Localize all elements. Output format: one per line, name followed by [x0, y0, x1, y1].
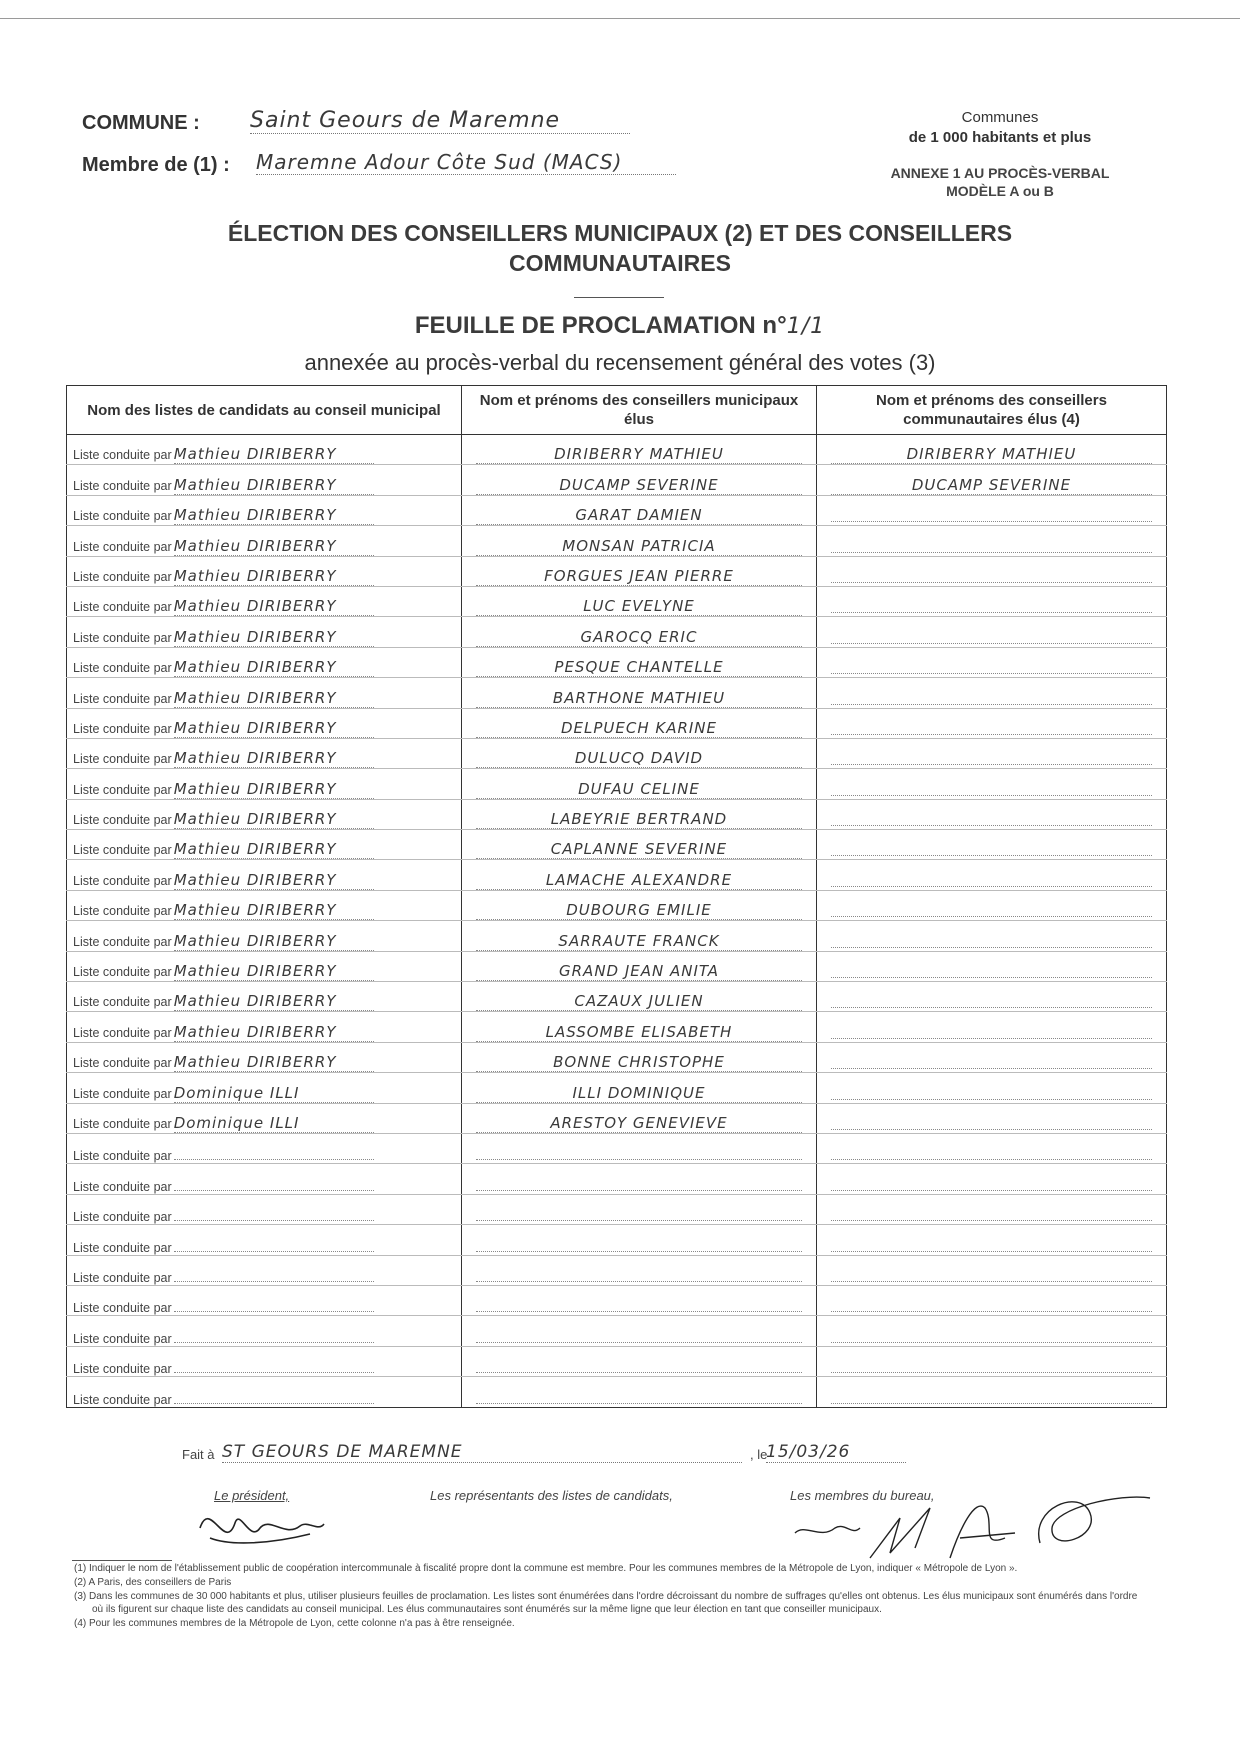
liste-leader — [174, 1220, 374, 1221]
communes-line2: de 1 000 habitants et plus — [908, 129, 1092, 146]
communautaire-cell — [817, 435, 1167, 465]
municipal-cell — [462, 708, 817, 738]
communautaire-cell — [817, 586, 1167, 616]
table-row — [67, 526, 1167, 556]
liste-conduite-label: Liste conduite par — [73, 721, 172, 736]
conseiller-municipal — [476, 1311, 802, 1312]
conseiller-municipal — [476, 1220, 802, 1221]
communautaire-cell — [817, 1316, 1167, 1346]
proclamation-table — [66, 385, 1167, 1408]
communautaire-cell — [817, 951, 1167, 981]
liste-cell — [67, 435, 462, 465]
conseiller-municipal: DIRIBERRY MATHIEU — [476, 445, 802, 464]
table-row — [67, 769, 1167, 799]
municipal-cell — [462, 678, 817, 708]
table-row — [67, 678, 1167, 708]
communautaire-cell — [817, 1012, 1167, 1042]
conseiller-communautaire — [831, 825, 1152, 826]
table-row — [67, 890, 1167, 920]
liste-conduite-label: Liste conduite par — [73, 1301, 172, 1316]
municipal-cell — [462, 1255, 817, 1285]
title-line1: ÉLECTION DES CONSEILLERS MUNICIPAUX (2) ET DES CONSEILLERS — [227, 220, 1013, 246]
liste-leader: Mathieu DIRIBERRY — [174, 719, 374, 738]
municipal-cell — [462, 1346, 817, 1376]
communes-line1: Communes — [961, 109, 1039, 126]
communautaire-cell — [817, 1255, 1167, 1285]
communautaire-cell — [817, 890, 1167, 920]
table-row — [67, 1164, 1167, 1194]
conseiller-communautaire — [831, 552, 1152, 553]
liste-leader: Mathieu DIRIBERRY — [174, 780, 374, 799]
liste-conduite-label: Liste conduite par — [73, 1331, 172, 1346]
conseiller-municipal — [476, 1372, 802, 1373]
liste-cell — [67, 830, 462, 860]
table-row — [67, 738, 1167, 768]
conseiller-communautaire — [831, 734, 1152, 735]
conseiller-municipal: SARRAUTE FRANCK — [476, 932, 802, 951]
communautaire-cell — [817, 556, 1167, 586]
subtitle: annexée au procès-verbal du recensement général des votes (3) — [304, 350, 936, 375]
conseiller-municipal: GAROCQ ERIC — [476, 628, 802, 647]
liste-leader: Mathieu DIRIBERRY — [174, 749, 374, 768]
liste-cell — [67, 1346, 462, 1376]
conseiller-municipal: LASSOMBE ELISABETH — [476, 1023, 802, 1042]
table-row — [67, 830, 1167, 860]
conseiller-communautaire — [831, 1342, 1152, 1343]
conseiller-municipal: PESQUE CHANTELLE — [476, 658, 802, 677]
liste-leader: Mathieu DIRIBERRY — [174, 871, 374, 890]
communautaire-cell — [817, 1103, 1167, 1133]
table-row — [67, 860, 1167, 890]
table-row — [67, 708, 1167, 738]
conseiller-municipal: LUC EVELYNE — [476, 597, 802, 616]
liste-leader: Mathieu DIRIBERRY — [174, 506, 374, 525]
municipal-cell — [462, 799, 817, 829]
footnote: (3) Dans les communes de 30 000 habitants et plus, utiliser plusieurs feuilles de proclamation. Les listes sont énumérées dans l'ordre décroissant du nombre de suffrages qu'elles ont obtenus. Les élus municipaux sont énumérés dans l'ordre où ils figurent sur chaque liste des candidats au conseil municipal. Les élus communautaires sont énumérés sur la même ligne que leur élection en tant que conseiller municipaux. — [74, 1591, 1138, 1615]
conseiller-communautaire — [831, 1068, 1152, 1069]
liste-leader: Mathieu DIRIBERRY — [174, 901, 374, 920]
footnotes — [74, 1562, 1144, 1631]
municipal-cell — [462, 465, 817, 495]
liste-conduite-label: Liste conduite par — [73, 1210, 172, 1225]
conseiller-communautaire — [831, 612, 1152, 613]
commune-label: COMMUNE : — [82, 112, 200, 134]
table-row — [67, 951, 1167, 981]
liste-conduite-label: Liste conduite par — [73, 630, 172, 645]
conseiller-communautaire — [831, 855, 1152, 856]
conseiller-communautaire — [831, 1251, 1152, 1252]
communautaire-cell — [817, 1285, 1167, 1315]
table-row — [67, 647, 1167, 677]
liste-conduite-label: Liste conduite par — [73, 752, 172, 767]
top-border — [0, 18, 1240, 19]
conseiller-communautaire — [831, 1403, 1152, 1404]
municipal-cell — [462, 830, 817, 860]
communautaire-cell — [817, 982, 1167, 1012]
table-body — [67, 435, 1167, 1408]
communautaire-cell — [817, 678, 1167, 708]
municipal-cell — [462, 982, 817, 1012]
conseiller-municipal: MONSAN PATRICIA — [476, 537, 802, 556]
liste-leader: Mathieu DIRIBERRY — [174, 476, 374, 495]
conseiller-municipal: LABEYRIE BERTRAND — [476, 810, 802, 829]
communautaire-cell — [817, 799, 1167, 829]
municipal-cell — [462, 1194, 817, 1224]
table-row — [67, 556, 1167, 586]
annexe-line2: MODÈLE A ou B — [946, 183, 1054, 199]
conseiller-municipal: DELPUECH KARINE — [476, 719, 802, 738]
footnote: (2) A Paris, des conseillers de Paris — [74, 1577, 232, 1588]
table-row — [67, 1316, 1167, 1346]
date-label: , le — [750, 1447, 768, 1462]
table-row — [67, 1073, 1167, 1103]
table-row — [67, 1255, 1167, 1285]
municipal-cell — [462, 1316, 817, 1346]
municipal-cell — [462, 1073, 817, 1103]
municipal-cell — [462, 617, 817, 647]
communautaire-cell — [817, 465, 1167, 495]
communautaire-cell — [817, 1042, 1167, 1072]
liste-cell — [67, 1285, 462, 1315]
municipal-cell — [462, 647, 817, 677]
liste-cell — [67, 769, 462, 799]
footnote: (4) Pour les communes membres de la Métropole de Lyon, cette colonne n'a pas à être renseignée. — [74, 1618, 515, 1629]
conseiller-communautaire — [831, 977, 1152, 978]
liste-cell — [67, 951, 462, 981]
municipal-cell — [462, 1042, 817, 1072]
table-row — [67, 1377, 1167, 1407]
table-row — [67, 1346, 1167, 1376]
membre-value: Maremne Adour Côte Sud (MACS) — [256, 150, 676, 175]
table-header-row — [67, 386, 1167, 435]
liste-conduite-label: Liste conduite par — [73, 904, 172, 919]
liste-conduite-label: Liste conduite par — [73, 1362, 172, 1377]
conseiller-communautaire — [831, 1220, 1152, 1221]
liste-conduite-label: Liste conduite par — [73, 600, 172, 615]
liste-leader: Mathieu DIRIBERRY — [174, 628, 374, 647]
footnote: (1) Indiquer le nom de l'établissement public de coopération intercommunale à fiscalité propre dont la commune est membre. Pour les communes membres de la Métropole de Lyon, indiquer « Métropole de Lyon ». — [74, 1563, 1018, 1574]
liste-cell — [67, 890, 462, 920]
liste-cell — [67, 860, 462, 890]
liste-cell — [67, 1073, 462, 1103]
liste-conduite-label: Liste conduite par — [73, 448, 172, 463]
liste-leader — [174, 1159, 374, 1160]
municipal-cell — [462, 1012, 817, 1042]
liste-leader: Mathieu DIRIBERRY — [174, 962, 374, 981]
communautaire-cell — [817, 1346, 1167, 1376]
table-row — [67, 1225, 1167, 1255]
conseiller-municipal: GRAND JEAN ANITA — [476, 962, 802, 981]
municipal-cell — [462, 860, 817, 890]
annexe-line1: ANNEXE 1 AU PROCÈS-VERBAL — [890, 165, 1110, 181]
liste-conduite-label: Liste conduite par — [73, 569, 172, 584]
communautaire-cell — [817, 830, 1167, 860]
liste-leader: Mathieu DIRIBERRY — [174, 689, 374, 708]
conseiller-municipal — [476, 1281, 802, 1282]
conseiller-communautaire — [831, 795, 1152, 796]
fait-value: ST GEOURS DE MAREMNE — [222, 1442, 742, 1463]
municipal-cell — [462, 890, 817, 920]
liste-leader: Mathieu DIRIBERRY — [174, 445, 374, 464]
annexe-box — [840, 164, 1160, 200]
conseiller-municipal — [476, 1159, 802, 1160]
communautaire-cell — [817, 1225, 1167, 1255]
conseiller-municipal: DUFAU CELINE — [476, 780, 802, 799]
table-row — [67, 495, 1167, 525]
table-row — [67, 982, 1167, 1012]
conseiller-municipal — [476, 1403, 802, 1404]
liste-conduite-label: Liste conduite par — [73, 873, 172, 888]
conseiller-municipal: FORGUES JEAN PIERRE — [476, 567, 802, 586]
president-label: Le président, — [214, 1488, 290, 1503]
conseiller-communautaire — [831, 886, 1152, 887]
liste-conduite-label: Liste conduite par — [73, 509, 172, 524]
conseiller-communautaire — [831, 1099, 1152, 1100]
communautaire-cell — [817, 1073, 1167, 1103]
conseiller-municipal: DULUCQ DAVID — [476, 749, 802, 768]
communautaire-cell — [817, 495, 1167, 525]
conseiller-communautaire — [831, 1372, 1152, 1373]
representants-label: Les représentants des listes de candidats, — [430, 1488, 673, 1503]
liste-leader: Dominique ILLI — [174, 1114, 374, 1133]
conseiller-communautaire — [831, 1159, 1152, 1160]
conseiller-communautaire: DIRIBERRY MATHIEU — [831, 445, 1152, 464]
communautaire-cell — [817, 738, 1167, 768]
title-divider — [574, 297, 664, 298]
liste-leader: Dominique ILLI — [174, 1084, 374, 1103]
conseiller-communautaire — [831, 643, 1152, 644]
liste-cell — [67, 1316, 462, 1346]
table-row — [67, 1285, 1167, 1315]
table-row — [67, 1042, 1167, 1072]
communautaire-cell — [817, 1194, 1167, 1224]
liste-leader — [174, 1342, 374, 1343]
liste-cell — [67, 526, 462, 556]
table-row — [67, 1012, 1167, 1042]
liste-conduite-label: Liste conduite par — [73, 1116, 172, 1131]
municipal-cell — [462, 1285, 817, 1315]
liste-leader: Mathieu DIRIBERRY — [174, 932, 374, 951]
conseiller-municipal: LAMACHE ALEXANDRE — [476, 871, 802, 890]
conseiller-communautaire — [831, 1311, 1152, 1312]
municipal-cell — [462, 1164, 817, 1194]
liste-cell — [67, 1377, 462, 1407]
conseiller-municipal: BONNE CHRISTOPHE — [476, 1053, 802, 1072]
table-row — [67, 586, 1167, 616]
president-signature — [190, 1498, 330, 1558]
header-listes: Nom des listes de candidats au conseil municipal — [67, 386, 462, 435]
conseiller-communautaire — [831, 582, 1152, 583]
conseiller-municipal: CAPLANNE SEVERINE — [476, 840, 802, 859]
liste-cell — [67, 982, 462, 1012]
conseiller-communautaire — [831, 673, 1152, 674]
liste-leader — [174, 1311, 374, 1312]
communautaire-cell — [817, 708, 1167, 738]
table-row — [67, 1133, 1167, 1163]
conseiller-municipal — [476, 1190, 802, 1191]
liste-leader — [174, 1251, 374, 1252]
liste-cell — [67, 678, 462, 708]
liste-conduite-label: Liste conduite par — [73, 1056, 172, 1071]
liste-conduite-label: Liste conduite par — [73, 965, 172, 980]
header-communautaires: Nom et prénoms des conseillers communautaires élus (4) — [817, 386, 1167, 435]
liste-leader: Mathieu DIRIBERRY — [174, 992, 374, 1011]
liste-leader: Mathieu DIRIBERRY — [174, 537, 374, 556]
conseiller-municipal: GARAT DAMIEN — [476, 506, 802, 525]
membres-label: Les membres du bureau, — [790, 1488, 935, 1503]
table-row — [67, 1103, 1167, 1133]
liste-conduite-label: Liste conduite par — [73, 661, 172, 676]
liste-cell — [67, 921, 462, 951]
conseiller-municipal — [476, 1342, 802, 1343]
liste-cell — [67, 1042, 462, 1072]
liste-leader — [174, 1190, 374, 1191]
liste-conduite-label: Liste conduite par — [73, 843, 172, 858]
liste-conduite-label: Liste conduite par — [73, 1149, 172, 1164]
table-row — [67, 1194, 1167, 1224]
liste-leader: Mathieu DIRIBERRY — [174, 1053, 374, 1072]
liste-conduite-label: Liste conduite par — [73, 995, 172, 1010]
liste-conduite-label: Liste conduite par — [73, 1086, 172, 1101]
conseiller-municipal: BARTHONE MATHIEU — [476, 689, 802, 708]
feuille-label: FEUILLE DE PROCLAMATION n° — [414, 312, 787, 339]
municipal-cell — [462, 495, 817, 525]
date-value: 15/03/26 — [766, 1442, 906, 1463]
membre-label: Membre de (1) : — [82, 154, 230, 176]
conseiller-communautaire — [831, 1038, 1152, 1039]
communautaire-cell — [817, 647, 1167, 677]
municipal-cell — [462, 951, 817, 981]
commune-value: Saint Geours de Maremne — [250, 108, 630, 134]
table-row — [67, 465, 1167, 495]
bureau-signatures — [790, 1478, 1180, 1568]
conseiller-communautaire: DUCAMP SEVERINE — [831, 476, 1152, 495]
conseiller-municipal: ILLI DOMINIQUE — [476, 1084, 802, 1103]
liste-conduite-label: Liste conduite par — [73, 1179, 172, 1194]
liste-leader: Mathieu DIRIBERRY — [174, 567, 374, 586]
communautaire-cell — [817, 526, 1167, 556]
municipal-cell — [462, 769, 817, 799]
liste-cell — [67, 708, 462, 738]
conseiller-communautaire — [831, 521, 1152, 522]
liste-leader: Mathieu DIRIBERRY — [174, 810, 374, 829]
liste-cell — [67, 1225, 462, 1255]
conseiller-municipal: ARESTOY GENEVIEVE — [476, 1114, 802, 1133]
conseiller-communautaire — [831, 1129, 1152, 1130]
liste-conduite-label: Liste conduite par — [73, 1025, 172, 1040]
municipal-cell — [462, 586, 817, 616]
liste-leader — [174, 1372, 374, 1373]
liste-leader: Mathieu DIRIBERRY — [174, 1023, 374, 1042]
conseiller-communautaire — [831, 764, 1152, 765]
liste-cell — [67, 647, 462, 677]
conseiller-communautaire — [831, 1281, 1152, 1282]
liste-conduite-label: Liste conduite par — [73, 539, 172, 554]
liste-conduite-label: Liste conduite par — [73, 934, 172, 949]
liste-cell — [67, 1164, 462, 1194]
liste-cell — [67, 799, 462, 829]
conseiller-municipal: CAZAUX JULIEN — [476, 992, 802, 1011]
municipal-cell — [462, 738, 817, 768]
conseiller-communautaire — [831, 916, 1152, 917]
liste-cell — [67, 495, 462, 525]
communautaire-cell — [817, 1133, 1167, 1163]
communautaire-cell — [817, 921, 1167, 951]
communes-box — [850, 108, 1150, 148]
feuille-number: 1/1 — [786, 314, 826, 339]
communautaire-cell — [817, 860, 1167, 890]
communautaire-cell — [817, 769, 1167, 799]
conseiller-communautaire — [831, 1190, 1152, 1191]
liste-cell — [67, 738, 462, 768]
liste-leader: Mathieu DIRIBERRY — [174, 658, 374, 677]
table-row — [67, 921, 1167, 951]
liste-cell — [67, 465, 462, 495]
liste-cell — [67, 1012, 462, 1042]
header-municipaux: Nom et prénoms des conseillers municipaux élus — [462, 386, 817, 435]
liste-cell — [67, 586, 462, 616]
liste-conduite-label: Liste conduite par — [73, 813, 172, 828]
conseiller-communautaire — [831, 1007, 1152, 1008]
liste-cell — [67, 1255, 462, 1285]
conseiller-municipal: DUCAMP SEVERINE — [476, 476, 802, 495]
liste-cell — [67, 1133, 462, 1163]
liste-conduite-label: Liste conduite par — [73, 478, 172, 493]
liste-conduite-label: Liste conduite par — [73, 691, 172, 706]
communautaire-cell — [817, 1377, 1167, 1407]
liste-conduite-label: Liste conduite par — [73, 782, 172, 797]
liste-cell — [67, 617, 462, 647]
liste-conduite-label: Liste conduite par — [73, 1240, 172, 1255]
liste-cell — [67, 1194, 462, 1224]
municipal-cell — [462, 921, 817, 951]
municipal-cell — [462, 556, 817, 586]
communautaire-cell — [817, 617, 1167, 647]
liste-cell — [67, 556, 462, 586]
liste-leader: Mathieu DIRIBERRY — [174, 840, 374, 859]
fait-label: Fait à — [182, 1447, 215, 1462]
municipal-cell — [462, 526, 817, 556]
liste-leader — [174, 1281, 374, 1282]
conseiller-municipal — [476, 1251, 802, 1252]
table-row — [67, 799, 1167, 829]
liste-conduite-label: Liste conduite par — [73, 1270, 172, 1285]
title-line2: COMMUNAUTAIRES — [509, 250, 731, 276]
municipal-cell — [462, 1133, 817, 1163]
table-row — [67, 617, 1167, 647]
municipal-cell — [462, 1377, 817, 1407]
document-title — [150, 218, 1090, 278]
municipal-cell — [462, 1103, 817, 1133]
conseiller-communautaire — [831, 704, 1152, 705]
municipal-cell — [462, 1225, 817, 1255]
footnote-divider — [72, 1560, 172, 1561]
municipal-cell — [462, 435, 817, 465]
liste-conduite-label: Liste conduite par — [73, 1392, 172, 1407]
communautaire-cell — [817, 1164, 1167, 1194]
conseiller-municipal: DUBOURG EMILIE — [476, 901, 802, 920]
table-row — [67, 435, 1167, 465]
liste-cell — [67, 1103, 462, 1133]
liste-leader: Mathieu DIRIBERRY — [174, 597, 374, 616]
liste-leader — [174, 1403, 374, 1404]
feuille-heading — [330, 312, 910, 340]
conseiller-communautaire — [831, 947, 1152, 948]
